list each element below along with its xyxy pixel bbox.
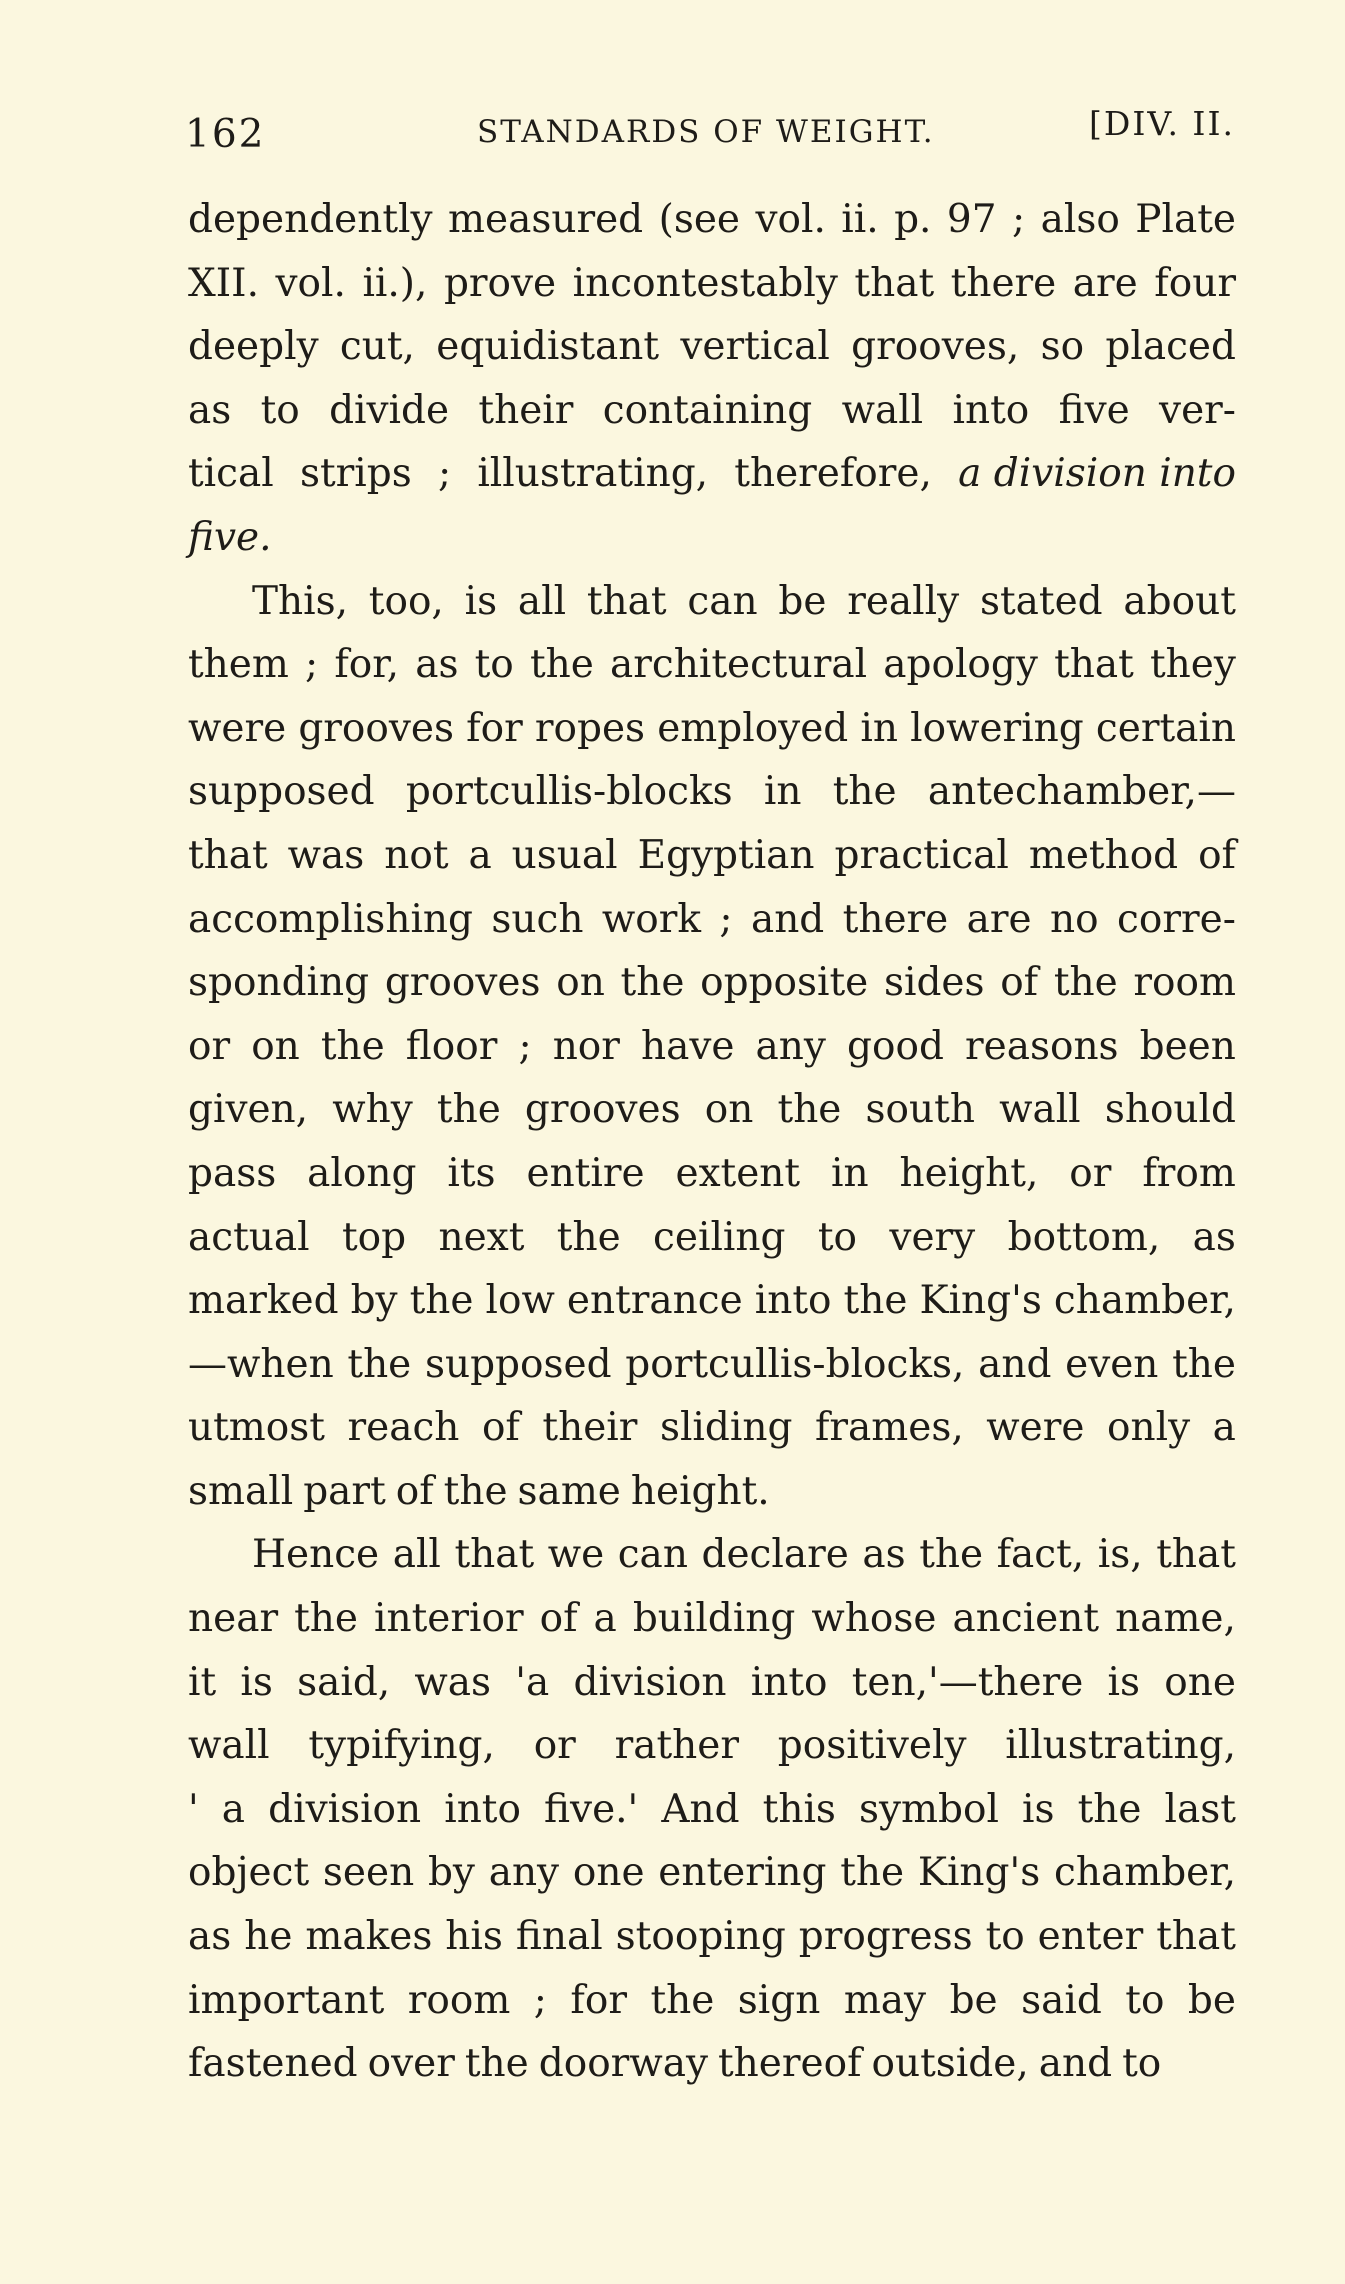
word: therefore, bbox=[734, 451, 932, 497]
page-number: 162 bbox=[185, 112, 266, 157]
word: as bbox=[415, 642, 459, 688]
word: measured bbox=[448, 197, 644, 242]
word: the bbox=[843, 1278, 908, 1324]
word: room bbox=[1133, 960, 1236, 1006]
word: also bbox=[1040, 197, 1120, 242]
word: about bbox=[1123, 578, 1236, 624]
word: any bbox=[488, 1850, 560, 1896]
word: may bbox=[843, 1977, 927, 2023]
word: supposed bbox=[188, 769, 375, 815]
word: grooves bbox=[384, 960, 541, 1006]
word: entrance bbox=[566, 1278, 743, 1324]
word: only bbox=[1107, 1405, 1191, 1451]
word: grooves bbox=[524, 1087, 681, 1133]
word: important bbox=[188, 1977, 385, 2023]
word: incontestably bbox=[572, 260, 838, 306]
text-line bbox=[188, 633, 1236, 697]
word: over bbox=[367, 2041, 455, 2087]
word: so bbox=[1040, 324, 1085, 370]
word: This, bbox=[252, 578, 349, 624]
word: low bbox=[485, 1278, 555, 1324]
word: accomplishing bbox=[188, 896, 473, 942]
word: ii.), bbox=[362, 260, 428, 306]
word: for bbox=[466, 705, 523, 751]
word: the bbox=[320, 1023, 385, 1069]
word: nor bbox=[552, 1023, 620, 1069]
word: or bbox=[533, 1723, 576, 1769]
word: XII. bbox=[188, 260, 259, 306]
text-line bbox=[188, 697, 1236, 761]
word: by bbox=[427, 1850, 475, 1896]
word: that bbox=[1156, 1532, 1236, 1578]
word: wall bbox=[188, 1723, 270, 1769]
word: divide bbox=[329, 387, 450, 433]
text-line bbox=[188, 1015, 1236, 1079]
word: the bbox=[347, 1341, 412, 1387]
word: King's bbox=[917, 1850, 1041, 1896]
word: pass bbox=[188, 1150, 277, 1196]
word: progress bbox=[798, 1914, 973, 1960]
word: the bbox=[529, 642, 594, 688]
word: corre- bbox=[1117, 896, 1236, 942]
word: into bbox=[750, 1659, 828, 1705]
word: into bbox=[444, 1786, 521, 1832]
word: of bbox=[481, 1405, 520, 1451]
word: in bbox=[831, 1150, 869, 1196]
text-line bbox=[188, 506, 1236, 570]
word: Plate bbox=[1135, 197, 1236, 242]
word: —when bbox=[188, 1341, 334, 1387]
word: on bbox=[704, 1087, 754, 1133]
word: there bbox=[842, 896, 949, 942]
word: the bbox=[409, 1278, 474, 1324]
word: ; bbox=[1012, 197, 1026, 242]
word: interior bbox=[374, 1596, 524, 1642]
word: his bbox=[445, 1914, 503, 1960]
paragraph bbox=[188, 570, 1236, 1524]
text-line bbox=[188, 1905, 1236, 1969]
word: placed bbox=[1105, 324, 1236, 370]
word: fastened bbox=[188, 2041, 358, 2087]
word: declare bbox=[701, 1532, 849, 1578]
word: last bbox=[1164, 1786, 1236, 1832]
word: why bbox=[332, 1087, 413, 1133]
text-line bbox=[188, 760, 1236, 824]
word: is, bbox=[1097, 1532, 1143, 1578]
word: and bbox=[750, 896, 825, 942]
word: vertical bbox=[680, 324, 830, 370]
word: room bbox=[407, 1977, 511, 2023]
word: have bbox=[641, 1023, 735, 1069]
word: prove bbox=[443, 260, 557, 306]
word: symbol bbox=[859, 1786, 999, 1832]
word: one bbox=[1164, 1659, 1236, 1705]
word: that bbox=[854, 260, 935, 306]
word: practical bbox=[834, 832, 1009, 878]
word: to bbox=[474, 642, 514, 688]
word: marked bbox=[188, 1278, 339, 1324]
word: very bbox=[889, 1214, 976, 1260]
word: as bbox=[1192, 1214, 1236, 1260]
word: that bbox=[454, 1532, 535, 1578]
word: given, bbox=[188, 1087, 309, 1133]
text-line bbox=[188, 1587, 1236, 1651]
word: chamber, bbox=[1053, 1278, 1236, 1324]
word: the bbox=[919, 1532, 984, 1578]
word: division bbox=[573, 1659, 727, 1705]
word: the bbox=[436, 1087, 501, 1133]
word: fact, bbox=[996, 1532, 1085, 1578]
word: ; bbox=[518, 1023, 532, 1069]
word: sponding bbox=[188, 960, 370, 1006]
word: the bbox=[650, 1977, 715, 2023]
word: into bbox=[754, 1278, 832, 1324]
word: ; bbox=[305, 642, 319, 688]
word: the bbox=[1172, 1341, 1236, 1387]
word: part bbox=[303, 1468, 386, 1514]
word: ii. bbox=[841, 197, 879, 242]
word: apology bbox=[883, 642, 1038, 688]
word: the bbox=[1077, 1786, 1142, 1832]
text-line bbox=[188, 1142, 1236, 1206]
word: cut, bbox=[339, 324, 415, 370]
word: south bbox=[865, 1087, 975, 1133]
text-line bbox=[188, 1460, 1236, 1524]
word: and bbox=[1038, 2041, 1113, 2087]
word: even bbox=[1065, 1341, 1159, 1387]
word: was bbox=[287, 832, 365, 878]
word: sides bbox=[883, 960, 985, 1006]
text-line bbox=[188, 2032, 1236, 2096]
word: really bbox=[847, 578, 960, 624]
word: this bbox=[762, 1786, 836, 1832]
word: they bbox=[1149, 642, 1236, 688]
text-line bbox=[188, 1269, 1236, 1333]
word: in bbox=[763, 769, 802, 815]
word: extent bbox=[675, 1150, 801, 1196]
text-line bbox=[188, 951, 1236, 1015]
word: to bbox=[260, 387, 300, 433]
text-line bbox=[188, 1969, 1236, 2033]
word: any bbox=[755, 1023, 826, 1069]
word: same bbox=[517, 1468, 621, 1514]
word: 'a bbox=[515, 1659, 550, 1705]
word: is bbox=[464, 578, 498, 624]
word: been bbox=[1139, 1023, 1236, 1069]
word: can bbox=[617, 1532, 688, 1578]
text-line bbox=[188, 1523, 1236, 1587]
word: in bbox=[860, 705, 898, 751]
word: to bbox=[1125, 1977, 1165, 2023]
word: ' bbox=[188, 1786, 199, 1832]
word: the bbox=[1053, 960, 1118, 1006]
word: that bbox=[1156, 1914, 1236, 1960]
word: portcullis-blocks bbox=[405, 769, 733, 815]
word: ; bbox=[719, 896, 733, 942]
word: as bbox=[188, 387, 232, 433]
body-text bbox=[188, 188, 1236, 2096]
word: said, bbox=[297, 1659, 391, 1705]
word: along bbox=[307, 1150, 417, 1196]
word: p. bbox=[894, 197, 932, 242]
word: four bbox=[1154, 260, 1236, 306]
word: floor bbox=[405, 1023, 498, 1069]
word: stooping bbox=[615, 1914, 786, 1960]
word: a bbox=[1212, 1405, 1236, 1451]
word: five.' bbox=[544, 1786, 639, 1832]
word: a division into bbox=[958, 451, 1236, 497]
word: be bbox=[949, 1977, 998, 2023]
word: deeply bbox=[188, 324, 319, 370]
word: 97 bbox=[946, 197, 997, 242]
word: of bbox=[539, 1596, 578, 1642]
word: the bbox=[464, 2041, 529, 2087]
word: we bbox=[547, 1532, 605, 1578]
word: ceiling bbox=[653, 1214, 786, 1260]
word: into bbox=[952, 387, 1030, 433]
word: top bbox=[342, 1214, 407, 1260]
text-line bbox=[188, 1841, 1236, 1905]
word: portcullis-blocks, bbox=[625, 1341, 965, 1387]
word: ropes bbox=[534, 705, 646, 751]
word: their bbox=[542, 1405, 638, 1451]
word: of bbox=[1198, 832, 1236, 878]
word: ; bbox=[533, 1977, 547, 2023]
word: makes bbox=[305, 1914, 433, 1960]
word: wall bbox=[999, 1087, 1081, 1133]
word: the bbox=[294, 1596, 358, 1642]
text-line bbox=[188, 1778, 1236, 1842]
word: too, bbox=[368, 578, 444, 624]
page-header bbox=[185, 102, 1235, 162]
word: final bbox=[515, 1914, 603, 1960]
word: name, bbox=[1115, 1596, 1236, 1642]
word: whose bbox=[811, 1596, 937, 1642]
section-mark: [DIV. II. bbox=[1089, 104, 1235, 143]
word: were bbox=[986, 1405, 1085, 1451]
word: are bbox=[966, 896, 1032, 942]
word: next bbox=[438, 1214, 525, 1260]
word: to bbox=[817, 1214, 858, 1260]
word: the bbox=[840, 1850, 905, 1896]
text-line bbox=[188, 1714, 1236, 1778]
word: antechamber,— bbox=[927, 769, 1236, 815]
word: small bbox=[188, 1468, 294, 1514]
word: on bbox=[251, 1023, 300, 1069]
word: should bbox=[1104, 1087, 1236, 1133]
word: positively bbox=[777, 1723, 967, 1769]
word: enter bbox=[1037, 1914, 1144, 1960]
word: to bbox=[985, 1914, 1025, 1960]
word: division bbox=[268, 1786, 422, 1832]
word: entering bbox=[658, 1850, 827, 1896]
word: grooves, bbox=[851, 324, 1020, 370]
word: of bbox=[395, 1468, 434, 1514]
word: five bbox=[1058, 387, 1130, 433]
word: is bbox=[1107, 1659, 1141, 1705]
word: outside, bbox=[871, 2041, 1029, 2087]
word: ten,'—there bbox=[851, 1659, 1084, 1705]
text-line bbox=[188, 1333, 1236, 1397]
word: employed bbox=[657, 705, 849, 751]
word: the bbox=[620, 960, 685, 1006]
word: bottom, bbox=[1007, 1214, 1161, 1260]
word: frames, bbox=[814, 1405, 964, 1451]
word: its bbox=[447, 1150, 496, 1196]
word: reach bbox=[347, 1405, 460, 1451]
running-title: STANDARDS OF WEIGHT. bbox=[477, 114, 935, 150]
word: near bbox=[188, 1596, 279, 1642]
word: containing bbox=[602, 387, 813, 433]
word: architectural bbox=[610, 642, 868, 688]
word: a bbox=[468, 832, 492, 878]
word: entire bbox=[526, 1150, 645, 1196]
word: wall bbox=[841, 387, 924, 433]
word: equidistant bbox=[436, 324, 660, 370]
text-line bbox=[188, 315, 1236, 379]
word: as bbox=[862, 1532, 906, 1578]
text-line bbox=[188, 1206, 1236, 1270]
text-line bbox=[188, 1651, 1236, 1715]
word: from bbox=[1142, 1150, 1236, 1196]
word: are bbox=[1072, 260, 1138, 306]
word: were bbox=[188, 705, 287, 751]
word: vol. bbox=[275, 260, 346, 306]
text-line bbox=[188, 188, 1236, 252]
word: dependently bbox=[188, 197, 433, 242]
word: them bbox=[188, 642, 289, 688]
word: usual bbox=[511, 832, 618, 878]
word: opposite bbox=[700, 960, 869, 1006]
text-line bbox=[188, 1396, 1236, 1460]
word: or bbox=[1069, 1150, 1112, 1196]
word: all bbox=[517, 578, 567, 624]
word: doorway bbox=[538, 2041, 708, 2087]
word: said bbox=[1021, 1977, 1102, 2023]
word: that bbox=[188, 832, 268, 878]
word: ver- bbox=[1159, 387, 1236, 433]
word: it bbox=[188, 1659, 217, 1705]
word: thereof bbox=[718, 2041, 862, 2087]
word: reasons bbox=[964, 1023, 1119, 1069]
text-line bbox=[188, 442, 1236, 506]
word: tical bbox=[188, 451, 274, 497]
word: strips bbox=[299, 451, 412, 497]
word: the bbox=[443, 1468, 508, 1514]
paragraph bbox=[188, 188, 1236, 570]
word: ancient bbox=[952, 1596, 1100, 1642]
word: sliding bbox=[659, 1405, 793, 1451]
word: be bbox=[778, 578, 827, 624]
word: he bbox=[244, 1914, 293, 1960]
word: actual bbox=[188, 1214, 310, 1260]
word: stated bbox=[979, 578, 1103, 624]
word: the bbox=[777, 1087, 842, 1133]
text-line bbox=[188, 1078, 1236, 1142]
word: supposed bbox=[424, 1341, 612, 1387]
word: can bbox=[687, 578, 758, 624]
text-line bbox=[188, 570, 1236, 634]
word: to bbox=[1122, 2041, 1162, 2087]
word: was bbox=[414, 1659, 492, 1705]
word: the bbox=[556, 1214, 621, 1260]
word: ; bbox=[437, 451, 452, 497]
word: a bbox=[593, 1596, 617, 1642]
word: King's bbox=[919, 1278, 1042, 1324]
text-line bbox=[188, 252, 1236, 316]
word: good bbox=[847, 1023, 944, 1069]
word: is bbox=[1022, 1786, 1055, 1832]
word: vol. bbox=[755, 197, 826, 242]
word: for bbox=[570, 1977, 627, 2023]
word: one bbox=[572, 1850, 645, 1896]
word: lowering bbox=[910, 705, 1084, 751]
text-line bbox=[188, 824, 1236, 888]
paragraph bbox=[188, 1523, 1236, 2095]
word: sign bbox=[737, 1977, 821, 2023]
word: typifying, bbox=[308, 1723, 495, 1769]
word: Hence bbox=[252, 1532, 380, 1578]
word: illustrating, bbox=[477, 451, 709, 497]
word: grooves bbox=[298, 705, 455, 751]
word: five. bbox=[188, 514, 272, 560]
word: illustrating, bbox=[1005, 1723, 1236, 1769]
word: height, bbox=[899, 1150, 1039, 1196]
word: that bbox=[586, 578, 667, 624]
word: of bbox=[1000, 960, 1039, 1006]
text-line bbox=[188, 379, 1236, 443]
word: is bbox=[240, 1659, 273, 1705]
word: for, bbox=[334, 642, 400, 688]
word: no bbox=[1050, 896, 1099, 942]
word: the bbox=[832, 769, 897, 815]
word: on bbox=[556, 960, 605, 1006]
word: not bbox=[384, 832, 449, 878]
word: all bbox=[392, 1532, 441, 1578]
word: that bbox=[1054, 642, 1134, 688]
word: there bbox=[950, 260, 1057, 306]
word: method bbox=[1028, 832, 1179, 878]
word: by bbox=[350, 1278, 398, 1324]
word: Egyptian bbox=[637, 832, 815, 878]
word: object bbox=[188, 1850, 310, 1896]
word: utmost bbox=[188, 1405, 325, 1451]
word: And bbox=[661, 1786, 740, 1832]
word: be bbox=[1187, 1977, 1236, 2023]
word: and bbox=[978, 1341, 1052, 1387]
word: a bbox=[221, 1786, 246, 1832]
word: such bbox=[491, 896, 584, 942]
word: work bbox=[601, 896, 702, 942]
word: seen bbox=[322, 1850, 415, 1896]
word: height. bbox=[630, 1468, 770, 1514]
word: their bbox=[478, 387, 574, 433]
text-line bbox=[188, 888, 1236, 952]
word: as bbox=[188, 1914, 232, 1960]
word: chamber, bbox=[1054, 1850, 1236, 1896]
word: certain bbox=[1095, 705, 1236, 751]
word: (see bbox=[658, 197, 740, 242]
word: or bbox=[188, 1023, 231, 1069]
word: building bbox=[632, 1596, 796, 1642]
word: rather bbox=[614, 1723, 740, 1769]
